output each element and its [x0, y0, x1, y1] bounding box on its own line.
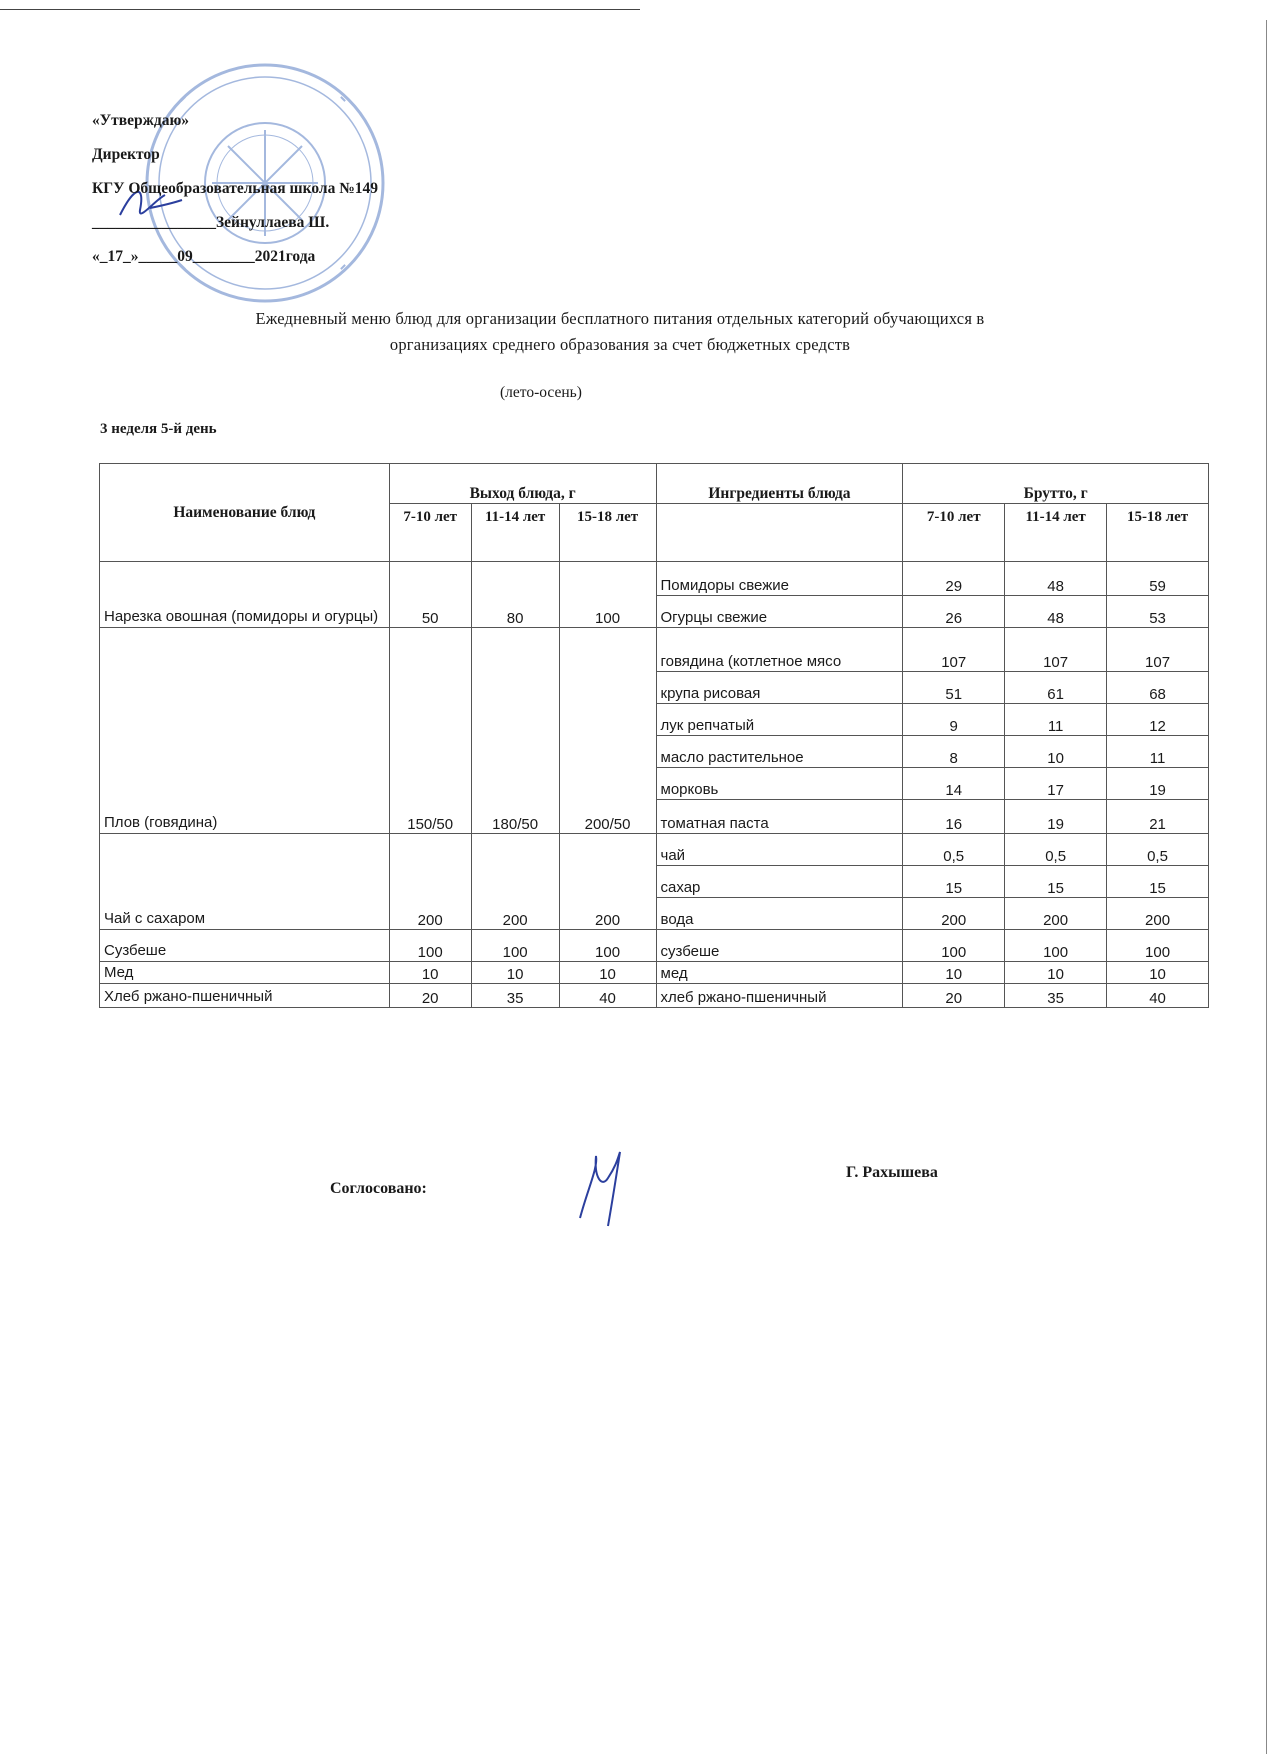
dish-yield: 80: [471, 562, 559, 628]
ingredient-gross: 48: [1005, 562, 1107, 596]
menu-table: [99, 463, 1209, 1008]
ingredient-name: морковь: [656, 768, 903, 800]
ingredient-gross: 9: [903, 704, 1005, 736]
ingredient-gross: 100: [903, 930, 1005, 962]
ingredient-name: говядина (котлетное мясо: [656, 628, 903, 672]
approve-label: «Утверждаю»: [92, 112, 190, 129]
table-row: [100, 628, 1209, 672]
title-line-2: организациях среднего образования за счет бюджетных средств: [389, 335, 851, 354]
ingredient-gross: 107: [1107, 628, 1209, 672]
header-ingredients: Ингредиенты блюда: [656, 464, 903, 504]
ingredient-gross: 10: [1005, 736, 1107, 768]
ingredient-gross: 200: [1107, 898, 1209, 930]
ingredient-gross: 11: [1005, 704, 1107, 736]
header-gross-age-7-10: 7-10 лет: [903, 504, 1005, 562]
dish-yield: 10: [389, 962, 471, 984]
dish-yield: 200: [389, 834, 471, 930]
ingredient-gross: 59: [1107, 562, 1209, 596]
ingredient-name: томатная паста: [656, 800, 903, 834]
ingredient-gross: 15: [1005, 866, 1107, 898]
ingredient-gross: 14: [903, 768, 1005, 800]
header-ingredients-empty: [656, 504, 903, 562]
ingredient-gross: 26: [903, 596, 1005, 628]
dish-name: Нарезка овошная (помидоры и огурцы): [100, 562, 390, 628]
dish-name: Мед: [100, 962, 390, 984]
ingredient-name: масло растительное: [656, 736, 903, 768]
ingredient-gross: 21: [1107, 800, 1209, 834]
dish-yield: 100: [559, 930, 656, 962]
ingredient-gross: 19: [1107, 768, 1209, 800]
dish-yield: 40: [559, 984, 656, 1008]
ingredient-gross: 100: [1005, 930, 1107, 962]
ingredient-gross: 40: [1107, 984, 1209, 1008]
approver-signature: [568, 1148, 638, 1228]
ingredient-gross: 107: [903, 628, 1005, 672]
header-yield: Выход блюда, г: [389, 464, 656, 504]
ingredient-gross: 8: [903, 736, 1005, 768]
dish-yield: 10: [559, 962, 656, 984]
approver-name: Г. Рахышева: [846, 1164, 938, 1181]
ingredient-name: Огурцы свежие: [656, 596, 903, 628]
dish-yield: 100: [389, 930, 471, 962]
dish-yield: 200/50: [559, 628, 656, 834]
ingredient-name: хлеб ржано-пшеничный: [656, 984, 903, 1008]
header-gross: Брутто, г: [903, 464, 1209, 504]
ingredient-name: сузбеше: [656, 930, 903, 962]
ingredient-name: вода: [656, 898, 903, 930]
ingredient-name: крупа рисовая: [656, 672, 903, 704]
dish-yield: 200: [559, 834, 656, 930]
table-row: [100, 984, 1209, 1008]
ingredient-name: Помидоры свежие: [656, 562, 903, 596]
ingredient-gross: 15: [903, 866, 1005, 898]
dish-yield: 20: [389, 984, 471, 1008]
ingredient-gross: 48: [1005, 596, 1107, 628]
approval-date-line: «_17_»_____09________2021года: [92, 248, 316, 265]
table-row: [100, 962, 1209, 984]
dish-yield: 35: [471, 984, 559, 1008]
dish-yield: 100: [559, 562, 656, 628]
scan-edge-right: [1266, 20, 1267, 1754]
ingredient-gross: 0,5: [1107, 834, 1209, 866]
ingredient-gross: 11: [1107, 736, 1209, 768]
ingredient-gross: 12: [1107, 704, 1209, 736]
header-yield-age-7-10: 7-10 лет: [389, 504, 471, 562]
ingredient-gross: 15: [1107, 866, 1209, 898]
dish-yield: 100: [471, 930, 559, 962]
ingredient-gross: 107: [1005, 628, 1107, 672]
dish-name: Плов (говядина): [100, 628, 390, 834]
dish-name: Сузбеше: [100, 930, 390, 962]
ingredient-gross: 0,5: [903, 834, 1005, 866]
table-row: [100, 930, 1209, 962]
ingredient-gross: 51: [903, 672, 1005, 704]
table-row: [100, 562, 1209, 596]
approval-block: [92, 104, 512, 274]
ingredient-name: чай: [656, 834, 903, 866]
ingredient-gross: 10: [1005, 962, 1107, 984]
title-line-1: Ежедневный меню блюд для организации бесплатного питания отдельных категорий обучающихся в: [255, 309, 985, 328]
header-yield-age-15-18: 15-18 лет: [559, 504, 656, 562]
ingredient-gross: 200: [903, 898, 1005, 930]
ingredient-gross: 16: [903, 800, 1005, 834]
season-label: (лето-осень): [500, 384, 582, 401]
ingredient-gross: 17: [1005, 768, 1107, 800]
dish-yield: 10: [471, 962, 559, 984]
ingredient-gross: 35: [1005, 984, 1107, 1008]
ingredient-gross: 19: [1005, 800, 1107, 834]
ingredient-gross: 10: [903, 962, 1005, 984]
week-day-label: 3 неделя 5-й день: [100, 421, 217, 437]
director-position: Директор: [92, 146, 160, 163]
dish-yield: 180/50: [471, 628, 559, 834]
ingredient-gross: 10: [1107, 962, 1209, 984]
ingredient-gross: 53: [1107, 596, 1209, 628]
dish-yield: 50: [389, 562, 471, 628]
ingredient-gross: 29: [903, 562, 1005, 596]
ingredient-name: сахар: [656, 866, 903, 898]
ingredient-gross: 0,5: [1005, 834, 1107, 866]
header-yield-age-11-14: 11-14 лет: [471, 504, 559, 562]
approved-label: Соглосовано:: [330, 1180, 427, 1197]
dish-yield: 200: [471, 834, 559, 930]
dish-name: Хлеб ржано-пшеничный: [100, 984, 390, 1008]
ingredient-gross: 61: [1005, 672, 1107, 704]
ingredient-name: лук репчатый: [656, 704, 903, 736]
header-dish-name: Наименование блюд: [100, 464, 390, 562]
header-gross-age-15-18: 15-18 лет: [1107, 504, 1209, 562]
ingredient-name: мед: [656, 962, 903, 984]
school-name: КГУ Общеобразовательная школа №149: [92, 180, 379, 197]
dish-yield: 150/50: [389, 628, 471, 834]
ingredient-gross: 68: [1107, 672, 1209, 704]
header-gross-age-11-14: 11-14 лет: [1005, 504, 1107, 562]
ingredient-gross: 20: [903, 984, 1005, 1008]
document-title: [120, 306, 1120, 358]
dish-name: Чай с сахаром: [100, 834, 390, 930]
ingredient-gross: 200: [1005, 898, 1107, 930]
ingredient-gross: 100: [1107, 930, 1209, 962]
scan-edge-top: [0, 9, 640, 10]
table-row: [100, 834, 1209, 866]
director-name-line: ________________Зейнуллаева Ш.: [92, 214, 330, 231]
